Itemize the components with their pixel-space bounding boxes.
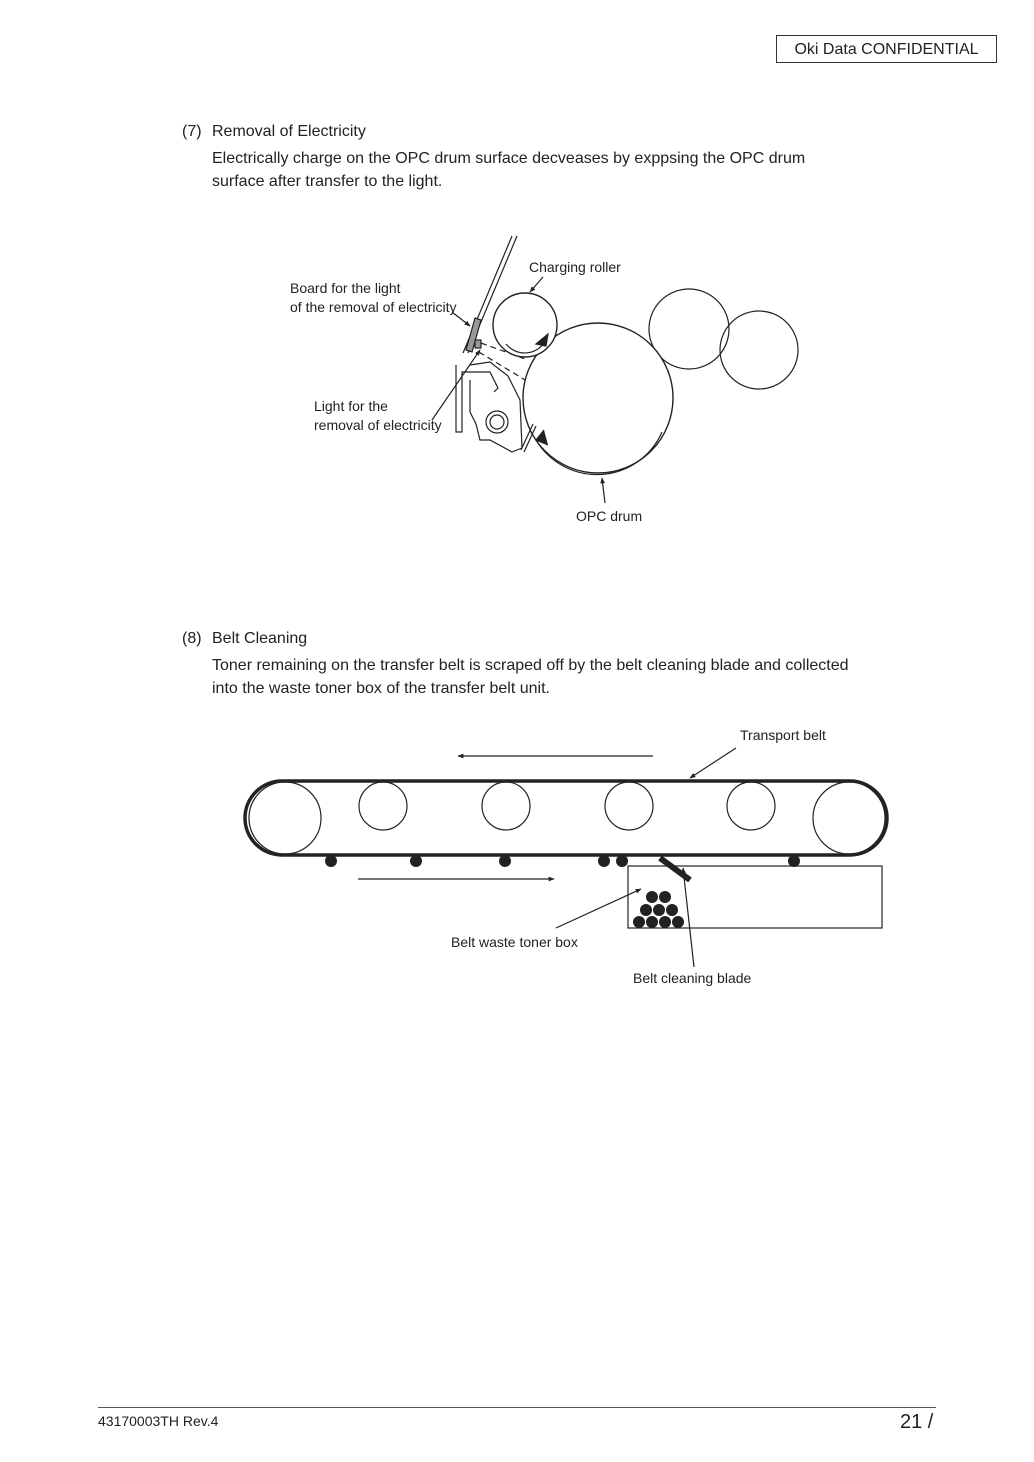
section-7-text-line2: surface after transfer to the light. <box>212 173 443 190</box>
section-8-text-line1: Toner remaining on the transfer belt is scraped off by the belt cleaning blade and collected <box>212 657 849 674</box>
belt-cleaning-blade <box>660 858 690 880</box>
belt-cleaning-diagram <box>245 748 887 967</box>
section-7-text-line1: Electrically charge on the OPC drum surface decveases by exppsing the OPC drum <box>212 150 806 167</box>
belt-roller-left <box>249 782 321 854</box>
housing-frame-body <box>470 362 522 452</box>
belt-roller-1 <box>359 782 407 830</box>
label-opc-drum: OPC drum <box>576 508 643 524</box>
light-emitter <box>475 340 481 348</box>
confidential-badge: Oki Data CONFIDENTIAL <box>776 35 997 63</box>
label-board-line2: of the removal of electricity <box>290 299 457 315</box>
label-waste-box: Belt waste toner box <box>451 934 578 950</box>
label-cleaning-blade: Belt cleaning blade <box>633 970 752 986</box>
leader-board <box>452 312 470 326</box>
belt-roller-right <box>813 782 885 854</box>
leader-transport-belt <box>690 748 736 778</box>
transport-belt <box>245 781 887 855</box>
collected-toner <box>633 891 684 928</box>
label-charging-roller: Charging roller <box>529 259 621 275</box>
section-7-title: Removal of Electricity <box>212 123 366 140</box>
label-board-line1: Board for the light <box>290 280 401 296</box>
label-transport-belt: Transport belt <box>740 727 826 743</box>
leader-opc-drum <box>602 478 605 503</box>
charging-roller <box>493 293 557 357</box>
label-light-line2: removal of electricity <box>314 417 442 433</box>
label-light-line1: Light for the <box>314 398 388 414</box>
section-8-number: (8) <box>182 630 202 647</box>
removal-of-electricity-diagram <box>432 236 798 503</box>
toner-particles <box>325 855 800 867</box>
leader-charging-roller <box>530 277 543 292</box>
section-8-title: Belt Cleaning <box>212 630 308 647</box>
footer-divider <box>98 1407 936 1408</box>
housing-roller-inner <box>490 415 504 429</box>
leader-cleaning-blade <box>683 868 694 967</box>
section-8-text-line2: into the waste toner box of the transfer belt unit. <box>212 680 550 697</box>
adjacent-drum-2 <box>720 311 798 389</box>
footer-page-number: 21 / <box>900 1411 934 1433</box>
footer-doc-id: 43170003TH Rev.4 <box>98 1413 219 1429</box>
housing-roller-outer <box>486 411 508 433</box>
belt-roller-2 <box>482 782 530 830</box>
section-7-number: (7) <box>182 123 202 140</box>
belt-roller-3 <box>605 782 653 830</box>
belt-roller-4 <box>727 782 775 830</box>
